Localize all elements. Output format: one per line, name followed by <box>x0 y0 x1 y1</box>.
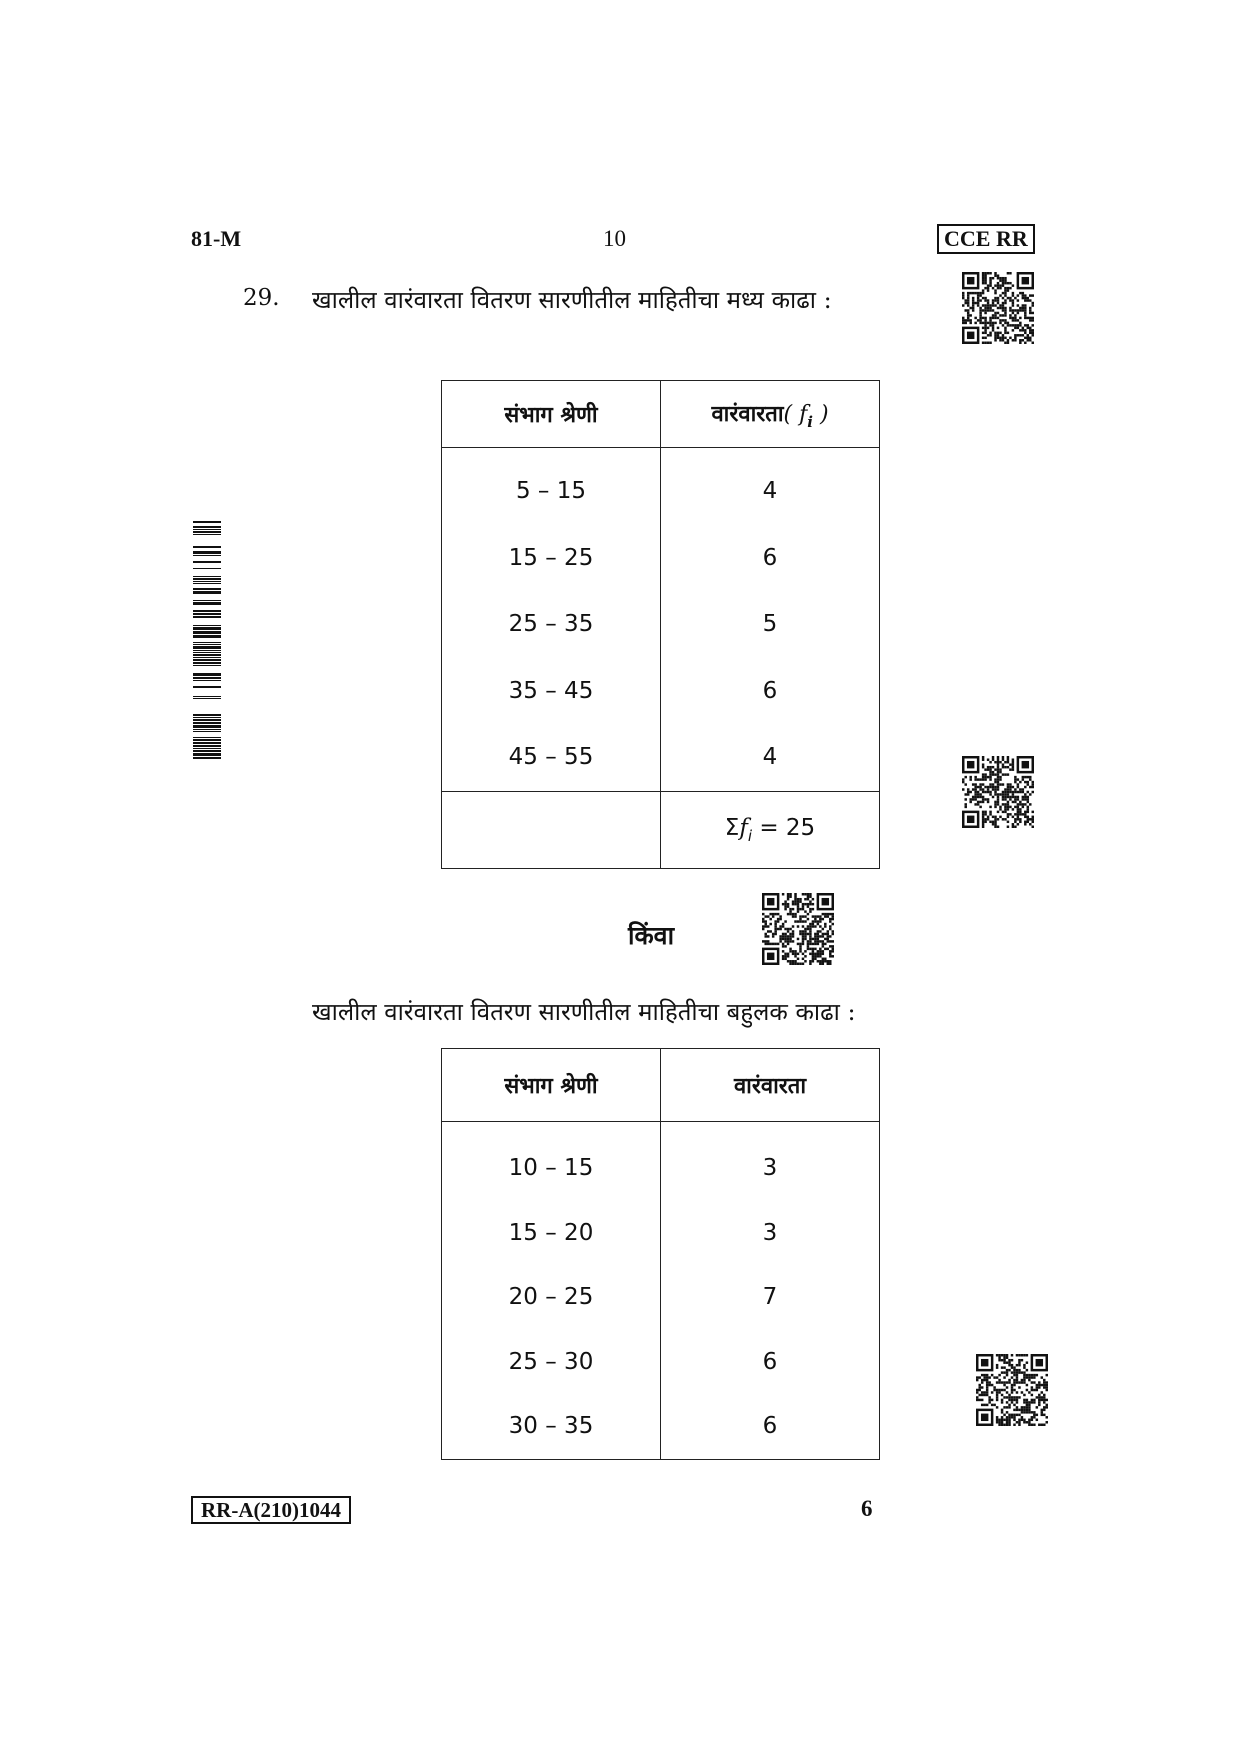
fi-subscript: i <box>747 826 753 845</box>
frequency-cell: 6 <box>661 1330 880 1395</box>
sigma-symbol: Σ <box>724 814 740 841</box>
frequency-cell: 6 <box>661 525 880 592</box>
paren-close: ) <box>812 401 829 427</box>
qr-code-icon <box>962 756 1034 828</box>
frequency-cell: 3 <box>661 1201 880 1266</box>
total-row <box>442 791 880 868</box>
column-header-class: संभाग श्रेणी <box>442 1049 661 1122</box>
frequency-cell: 5 <box>661 591 880 658</box>
table-row <box>442 1201 880 1266</box>
frequency-cell: 6 <box>661 658 880 725</box>
table-row <box>442 525 880 592</box>
footer-code-box: RR-A(210)1044 <box>191 1496 351 1524</box>
frequency-cell: 6 <box>661 1394 880 1459</box>
question-number: 29. <box>243 285 280 311</box>
fi-symbol: f <box>739 814 748 841</box>
empty-cell <box>442 791 661 868</box>
column-header-frequency: वारंवारता <box>661 1049 880 1122</box>
page-number-top: 10 <box>603 226 626 251</box>
class-cell: 45 – 55 <box>442 724 661 791</box>
table-row <box>442 591 880 658</box>
table-row <box>442 724 880 791</box>
page-number-bottom: 6 <box>861 1496 873 1521</box>
series-box: CCE RR <box>937 224 1035 254</box>
class-cell: 10 – 15 <box>442 1122 661 1201</box>
frequency-table-mode <box>441 1048 880 1460</box>
column-header-frequency <box>661 381 880 448</box>
frequency-cell: 4 <box>661 448 880 525</box>
total-cell <box>661 791 880 868</box>
frequency-cell: 7 <box>661 1265 880 1330</box>
frequency-cell: 3 <box>661 1122 880 1201</box>
frequency-table-mean <box>441 380 880 869</box>
barcode-icon <box>193 521 221 759</box>
qr-code-icon <box>962 272 1034 344</box>
total-value: = 25 <box>752 814 816 841</box>
class-cell: 15 – 25 <box>442 525 661 592</box>
paren-open: ( <box>783 401 800 427</box>
column-header-class: संभाग श्रेणी <box>442 381 661 448</box>
class-cell: 15 – 20 <box>442 1201 661 1266</box>
table-row <box>442 1394 880 1459</box>
class-cell: 25 – 30 <box>442 1330 661 1395</box>
qr-code-icon <box>762 893 834 965</box>
class-cell: 5 – 15 <box>442 448 661 525</box>
frequency-cell: 4 <box>661 724 880 791</box>
table-row <box>442 1330 880 1395</box>
table-row <box>442 658 880 725</box>
table-row <box>442 1122 880 1201</box>
class-cell: 25 – 35 <box>442 591 661 658</box>
question-text: खालील वारंवारता वितरण सारणीतील माहितीचा मध्य काढा : <box>312 286 832 314</box>
paper-code: 81-M <box>191 226 242 251</box>
class-cell: 30 – 35 <box>442 1394 661 1459</box>
table-row <box>442 448 880 525</box>
fi-symbol: f <box>799 401 808 427</box>
qr-code-icon <box>976 1354 1048 1426</box>
alternate-question-text: खालील वारंवारता वितरण सारणीतील माहितीचा बहुलक काढा : <box>312 998 856 1026</box>
class-cell: 20 – 25 <box>442 1265 661 1330</box>
fi-subscript: i <box>807 412 813 431</box>
or-separator: किंवा <box>628 921 675 950</box>
table-row <box>442 1265 880 1330</box>
frequency-label: वारंवारता <box>711 400 784 427</box>
class-cell: 35 – 45 <box>442 658 661 725</box>
